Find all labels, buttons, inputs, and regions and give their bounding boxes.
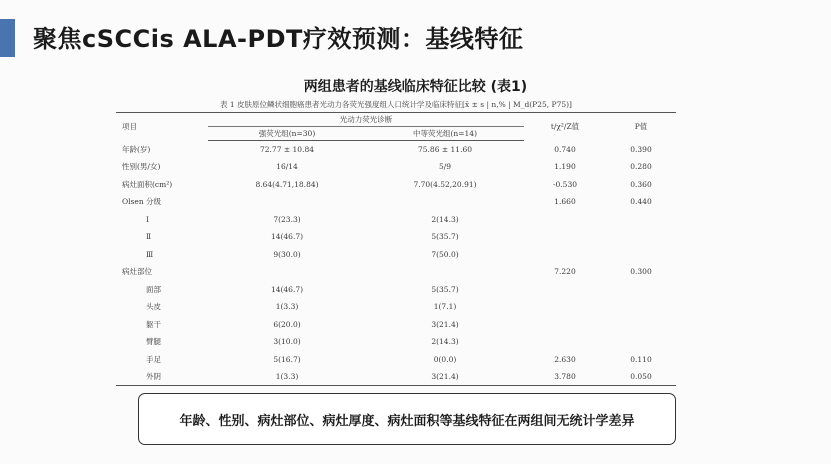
row-label: 性别(男/女) (122, 162, 161, 172)
medium-group-value: 2(14.3) (431, 214, 459, 224)
strong-group-value: 14(46.7) (270, 232, 304, 242)
medium-group-value: 7.70(4.52,20.91) (413, 179, 477, 189)
table-row (116, 141, 676, 159)
strong-group-value: 3(10.0) (273, 337, 301, 347)
row-label: 头皮 (146, 302, 161, 312)
row-label: 躯干 (146, 319, 161, 329)
test-statistic (524, 211, 606, 229)
test-statistic: 7.220 (554, 267, 576, 277)
strong-group-value: 6(20.0) (273, 319, 301, 329)
table-row (116, 316, 676, 334)
medium-group-value (366, 263, 524, 281)
medium-group-value: 1(7.1) (433, 302, 457, 312)
strong-group-value: 72.77 ± 10.84 (260, 145, 314, 154)
table-row (116, 333, 676, 351)
row-label: 臂腿 (146, 337, 161, 347)
strong-group-value: 16/14 (276, 162, 298, 172)
table-row (116, 211, 676, 229)
title-accent-bar (0, 19, 15, 57)
p-value (606, 298, 676, 316)
medium-group-value: 0(0.0) (433, 354, 457, 364)
strong-group-value: 9(30.0) (273, 249, 301, 259)
medium-group-value: 5(35.7) (431, 284, 459, 294)
medium-group-value: 5/9 (438, 162, 452, 172)
strong-group-value: 14(46.7) (270, 284, 304, 294)
medium-group-value (366, 193, 524, 211)
strong-group-value (208, 263, 366, 281)
p-value (606, 316, 676, 334)
p-value: 0.360 (630, 179, 652, 189)
p-value: 0.280 (630, 162, 652, 172)
header-p-value: P值 (606, 113, 676, 141)
test-statistic (524, 333, 606, 351)
row-label: 病灶部位 (122, 267, 152, 277)
test-statistic (524, 316, 606, 334)
table-row (116, 263, 676, 281)
medium-group-value: 3(21.4) (431, 319, 459, 329)
p-value: 0.440 (630, 197, 652, 207)
test-statistic: -0.530 (552, 179, 577, 189)
table-row (116, 176, 676, 194)
strong-group-value: 5(16.7) (273, 354, 301, 364)
strong-group-value: 1(3.3) (275, 302, 299, 312)
p-value (606, 211, 676, 229)
row-label: 外阴 (116, 368, 208, 386)
table-row (116, 281, 676, 299)
row-label: 面部 (146, 284, 161, 294)
p-value (606, 228, 676, 246)
test-statistic: 1.660 (554, 197, 576, 207)
row-label: Ⅲ (146, 249, 154, 259)
row-label: Ⅰ (146, 214, 149, 224)
header-stat: t/χ²/Z值 (524, 113, 606, 141)
test-statistic (524, 228, 606, 246)
table-row (116, 158, 676, 176)
p-value (606, 333, 676, 351)
baseline-table-container (116, 98, 676, 386)
p-value: 0.390 (630, 144, 652, 154)
test-statistic: 0.740 (554, 144, 576, 154)
p-value (606, 281, 676, 299)
strong-group-value: 8.64(4.71,18.84) (255, 179, 319, 189)
p-value (606, 246, 676, 264)
row-label: 手足 (146, 354, 161, 364)
test-statistic (524, 281, 606, 299)
header-medium-group: 中等荧光组(n=14) (366, 127, 524, 141)
table-row (116, 193, 676, 211)
strong-group-value: 7(23.3) (273, 214, 301, 224)
table-heading: 两组患者的基线临床特征比较 (表1) (303, 79, 528, 95)
table-row (116, 228, 676, 246)
conclusion-box (138, 393, 676, 445)
table-row (116, 298, 676, 316)
test-statistic (524, 298, 606, 316)
table-row (116, 351, 676, 369)
p-value: 0.110 (630, 354, 652, 364)
row-label: Olsen 分级 (122, 197, 162, 207)
header-item: 项目 (116, 113, 208, 141)
table-row (116, 368, 676, 386)
strong-group-value (208, 193, 366, 211)
table-caption: 表 1 皮肤原位鳞状细胞癌患者光动力各荧光强度组人口统计学及临床特征[x̄ ± s | n,% | M_d(P25, P75)] (220, 100, 572, 109)
medium-group-value: 7(50.0) (431, 249, 459, 259)
medium-group-value: 5(35.7) (431, 232, 459, 242)
slide-title: 聚焦cSCCis ALA-PDT疗效预测：基线特征 (33, 25, 524, 53)
medium-group-value: 75.86 ± 11.60 (418, 145, 472, 154)
header-group: 光动力荧光诊断 (208, 113, 524, 127)
test-statistic (524, 246, 606, 264)
table-body (116, 141, 676, 386)
medium-group-value: 3(21.4) (366, 368, 524, 386)
test-statistic: 1.190 (554, 162, 576, 172)
table-row (116, 246, 676, 264)
test-statistic: 3.780 (524, 368, 606, 386)
row-label: 年龄(岁) (122, 144, 151, 154)
test-statistic: 2.630 (554, 354, 576, 364)
baseline-characteristics-table (116, 112, 676, 386)
p-value: 0.050 (606, 368, 676, 386)
row-label: 病灶面积(cm²) (122, 179, 173, 189)
strong-group-value: 1(3.3) (208, 368, 366, 386)
medium-group-value: 2(14.3) (431, 337, 459, 347)
header-strong-group: 强荧光组(n=30) (208, 127, 366, 141)
row-label: Ⅱ (146, 232, 152, 242)
conclusion-text: 年龄、性别、病灶部位、病灶厚度、病灶面积等基线特征在两组间无统计学差异 (179, 413, 635, 429)
p-value: 0.300 (630, 267, 652, 277)
